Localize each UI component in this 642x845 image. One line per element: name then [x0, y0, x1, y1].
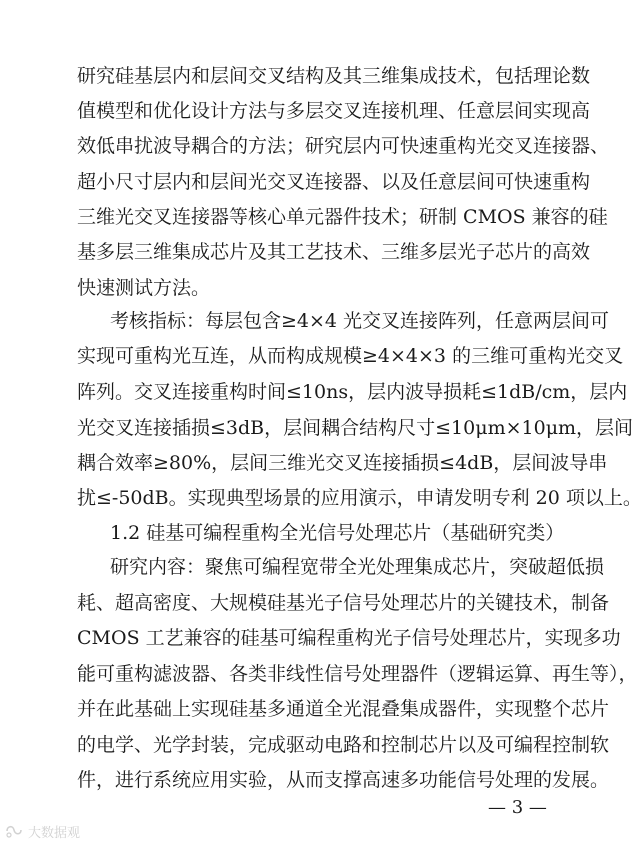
paragraph-line: 能可重构滤波器、各类非线性信号处理器件（逻辑运算、再生等）， [77, 663, 638, 685]
paragraph-line: 基多层三维集成芯片及其工艺技术、三维多层光子芯片的高效 [77, 241, 591, 263]
paragraph-line: 耗、超高密度、大规模硅基光子信号处理芯片的关键技术，制备 [77, 592, 610, 614]
paragraph-line: 超小尺寸层内和层间光交叉连接器、以及任意层间可快速重构 [77, 171, 591, 193]
paragraph-line: 的电学、光学封装，完成驱动电路和控制芯片以及可编程控制软 [77, 734, 610, 756]
content-paragraph-line: 研究内容：聚焦可编程宽带全光处理集成芯片，突破超低损 [110, 556, 605, 578]
paragraph-line: 实现可重构光互连，从而构成规模≥4×4×3 的三维可重构光交叉 [77, 345, 624, 367]
paragraph-line: 值模型和优化设计方法与多层交叉连接机理、任意层间实现高 [77, 100, 591, 122]
paragraph-line: 件，进行系统应用实验，从而支撑高速多功能信号处理的发展。 [77, 769, 610, 791]
watermark-text: 大数据观 [28, 825, 81, 841]
paragraph-line: 耦合效率≥80%，层间三维光交叉连接插损≤4dB，层间波导串 [77, 452, 608, 474]
paragraph-line: 扰≤-50dB。实现典型场景的应用演示，申请发明专利 20 项以上。 [77, 487, 642, 509]
paragraph-line: 光交叉连接插损≤3dB，层间耦合结构尺寸≤10μm×10μm，层间 [77, 417, 634, 439]
indicator-paragraph-line: 考核指标：每层包含≥4×4 光交叉连接阵列，任意两层间可 [110, 310, 610, 332]
paragraph-line: 快速测试方法。 [77, 277, 211, 299]
section-heading: 1.2 硅基可编程重构全光信号处理芯片（基础研究类） [110, 522, 565, 544]
paragraph-line: 阵列。交叉连接重构时间≤10ns，层内波导损耗≤1dB/cm，层内 [77, 381, 628, 403]
watermark [4, 820, 80, 842]
watermark-logo-icon [4, 823, 24, 839]
paragraph-line: 效低串扰波导耦合的方法；研究层内可快速重构光交叉连接器、 [77, 135, 610, 157]
paragraph-line: 研究硅基层内和层间交叉结构及其三维集成技术，包括理论数 [77, 65, 591, 87]
paragraph-line: CMOS 工艺兼容的硅基可编程重构光子信号处理芯片，实现多功 [77, 627, 621, 649]
page-number: — 3 — [488, 797, 547, 818]
paragraph-line: 并在此基础上实现硅基多通道全光混叠集成器件，实现整个芯片 [77, 698, 610, 720]
paragraph-line: 三维光交叉连接器等核心单元器件技术；研制 CMOS 兼容的硅 [77, 206, 608, 228]
